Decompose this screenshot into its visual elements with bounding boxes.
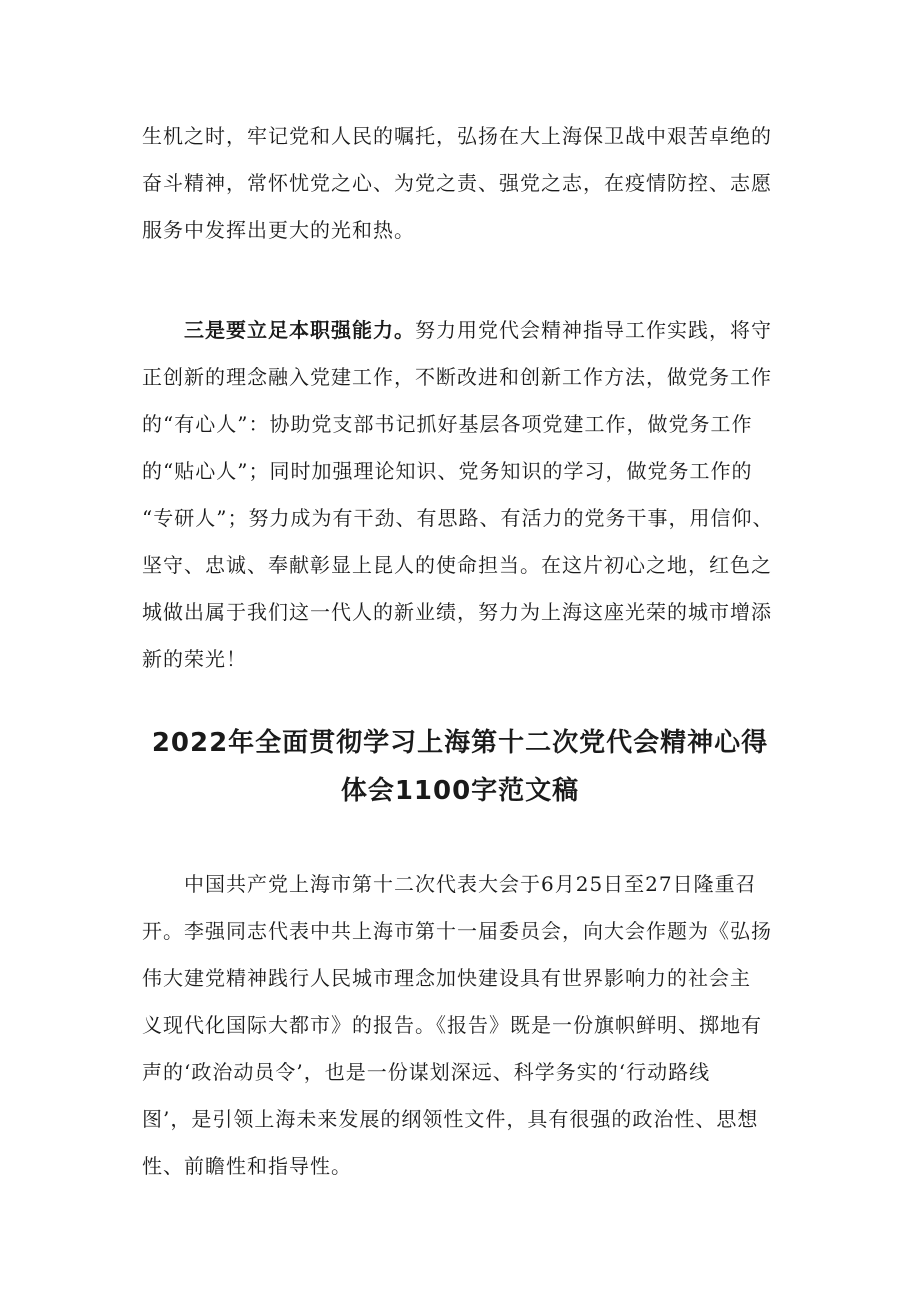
text-line: 开。李强同志代表中共上海市第十一届委员会，向大会作题为《弘扬: [142, 919, 772, 943]
text-line: 奋斗精神，常怀忧党之心、为党之责、强党之志，在疫情防控、志愿: [142, 171, 772, 195]
text-line: 城做出属于我们这一代人的新业绩，努力为上海这座光荣的城市增添: [142, 600, 772, 624]
text-fragment: 努力用党代会精神指导工作实践，将守: [415, 318, 772, 342]
text-line: [142, 307, 782, 354]
text-line: 生机之时，牢记党和人民的嘱托，弘扬在大上海保卫战中艰苦卓绝的: [142, 124, 772, 148]
paragraph-lead: 三是要立足本职强能力。: [184, 318, 415, 342]
text-line: 图’，是引领上海未来发展的纲领性文件，具有很强的政治性、思想: [142, 1107, 759, 1131]
text-line: 伟大建党精神践行人民城市理念加快建设具有世界影响力的社会主: [142, 966, 751, 990]
section-heading: [100, 719, 820, 815]
paragraph-three: [142, 307, 782, 683]
text-line: 坚守、忠诚、奉献彰显上昆人的使命担当。在这片初心之地，红色之: [142, 553, 772, 577]
heading-line: 2022年全面贯彻学习上海第十二次党代会精神心得: [151, 728, 769, 758]
text-line: 新的荣光！: [142, 647, 247, 671]
text-line: 声的‘政治动员令’，也是一份谋划深远、科学务实的‘行动路线: [142, 1060, 711, 1084]
text-line: 正创新的理念融入党建工作，不断改进和创新工作方法，做党务工作: [142, 365, 772, 389]
text-line: “专研人”；努力成为有干劲、有思路、有活力的党务干事，用信仰、: [142, 506, 774, 530]
text-line: 性、前瞻性和指导性。: [142, 1154, 352, 1178]
text-line: 服务中发挥出更大的光和热。: [142, 218, 415, 242]
text-line: 的“有心人”：协助党支部书记抓好基层各项党建工作，做党务工作: [142, 412, 753, 436]
paragraph-continuation: [142, 113, 782, 254]
text-line: 义现代化国际大都市》的报告。《报告》既是一份旗帜鲜明、掷地有: [142, 1013, 762, 1037]
heading-line: 体会1100字范文稿: [340, 776, 580, 806]
text-line: 中国共产党上海市第十二次代表大会于6月25日至27日隆重召: [184, 872, 757, 896]
paragraph-intro: [142, 861, 782, 1190]
text-line: 的“贴心人”；同时加强理论知识、党务知识的学习，做党务工作的: [142, 459, 753, 483]
